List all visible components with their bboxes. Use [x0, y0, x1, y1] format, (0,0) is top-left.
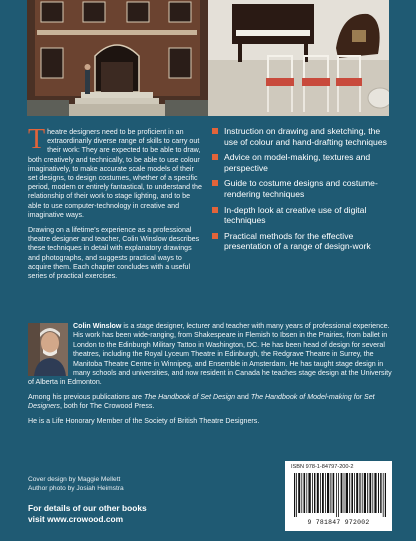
- bullet-item: [212, 178, 394, 199]
- drop-cap: T: [28, 124, 46, 155]
- cover-design-credit: Cover design by Maggie Mellett: [28, 476, 121, 483]
- bullet-item: [212, 205, 394, 226]
- author-photo: [28, 323, 68, 376]
- bullet-text: Advice on model-making, textures and perspective: [224, 152, 371, 173]
- pubs-suffix: , both for The Crowood Press.: [59, 402, 155, 411]
- cover-photo-strip: [27, 0, 389, 116]
- bullet-item: [212, 231, 394, 252]
- bullet-text: Guide to costume designs and costume-rendering techniques: [224, 178, 378, 199]
- bullet-text: In-depth look at creative use of digital techniques: [224, 204, 367, 226]
- intro-paragraph-2: Drawing on a lifetime's experience as a professional theatre designer and teacher, Colin Winslow describes these techniques in detail with explanatory drawings and photographs, and suggests practical ways to acquire them. Each chapter concludes with a useful series of practical exercises.: [28, 226, 200, 281]
- bullet-square-icon: [212, 128, 218, 134]
- barcode-graphic: [294, 473, 386, 517]
- bullet-item: [212, 152, 394, 173]
- bullet-square-icon: [212, 180, 218, 186]
- intro-paragraph-1-text: heatre designers need to be proficient in an extraordinarily diverse range of skills to carry out their work: They are expected to be able to draw, both creatively and technically, to be able to use colour imaginatively, to make accurate scale models of their set designs, to design costumes, whether of a specific period, modern or entirely fantastical, to understand the relationship of their work to stage lighting, and to be able to use computer-technology in creative and imaginative ways.: [28, 128, 202, 219]
- bullet-square-icon: [212, 207, 218, 213]
- feature-bullet-list: [212, 126, 394, 252]
- bio-paragraph-2: [28, 393, 394, 412]
- website-link[interactable]: visit www.crowood.com: [28, 513, 124, 524]
- bio-paragraph-1: [28, 322, 394, 388]
- pubs-and: and: [235, 392, 251, 401]
- bio-paragraph-3: He is a Life Honorary Member of the Society of British Theatre Designers.: [28, 416, 260, 425]
- footer-line-1: For details of our other books: [28, 503, 147, 513]
- author-photo-credit: Author photo by Josiah Heimstra: [28, 484, 124, 492]
- author-name: Colin Winslow: [73, 322, 122, 330]
- publication-title: The Handbook of Set Design: [143, 392, 236, 401]
- intro-paragraph-1: [28, 124, 203, 220]
- publication-title: The Handbook of Model-making for Set Designers: [28, 392, 375, 411]
- theatre-model-photo: [27, 0, 208, 116]
- publisher-footer: [28, 503, 147, 524]
- bullet-text: Practical methods for the effective presentation of a range of design-work: [224, 230, 371, 252]
- author-bio: [28, 322, 394, 431]
- bullet-square-icon: [212, 233, 218, 239]
- isbn-barcode-box: [285, 461, 392, 531]
- furniture-model-photo: [208, 0, 389, 116]
- bullet-text: Instruction on drawing and sketching, the use of colour and hand-drafting techniques: [224, 126, 387, 147]
- bio-text: is a stage designer, lecturer and teacher with many years of professional experience. His work has been wide-ranging, from Shakespeare in Flemish to Ibsen in the Prairies, from ballet in London to the Edinburgh Military Tattoo in Washington, DC. He has been head of design for several theatres, including the Royal Lyceum Theatre in Edinburgh, the Redgrave Theatre in Surrey, the Manitoba Theatre Centre in Winnipeg, and Ensemble in Amsterdam. He has taught stage design in many schools and universities, and now resident in Canada he teaches stage design at the University of Alberta in Edmonton.: [28, 322, 392, 387]
- intro-text: [28, 124, 203, 287]
- bullet-item: [212, 126, 394, 147]
- bullet-square-icon: [212, 154, 218, 160]
- isbn-digits: 9 781847 972002: [307, 519, 370, 526]
- cover-credits: [28, 476, 124, 493]
- isbn-label: ISBN 978-1-84797-200-2: [291, 464, 354, 470]
- pubs-prefix: Among his previous publications are: [28, 392, 144, 401]
